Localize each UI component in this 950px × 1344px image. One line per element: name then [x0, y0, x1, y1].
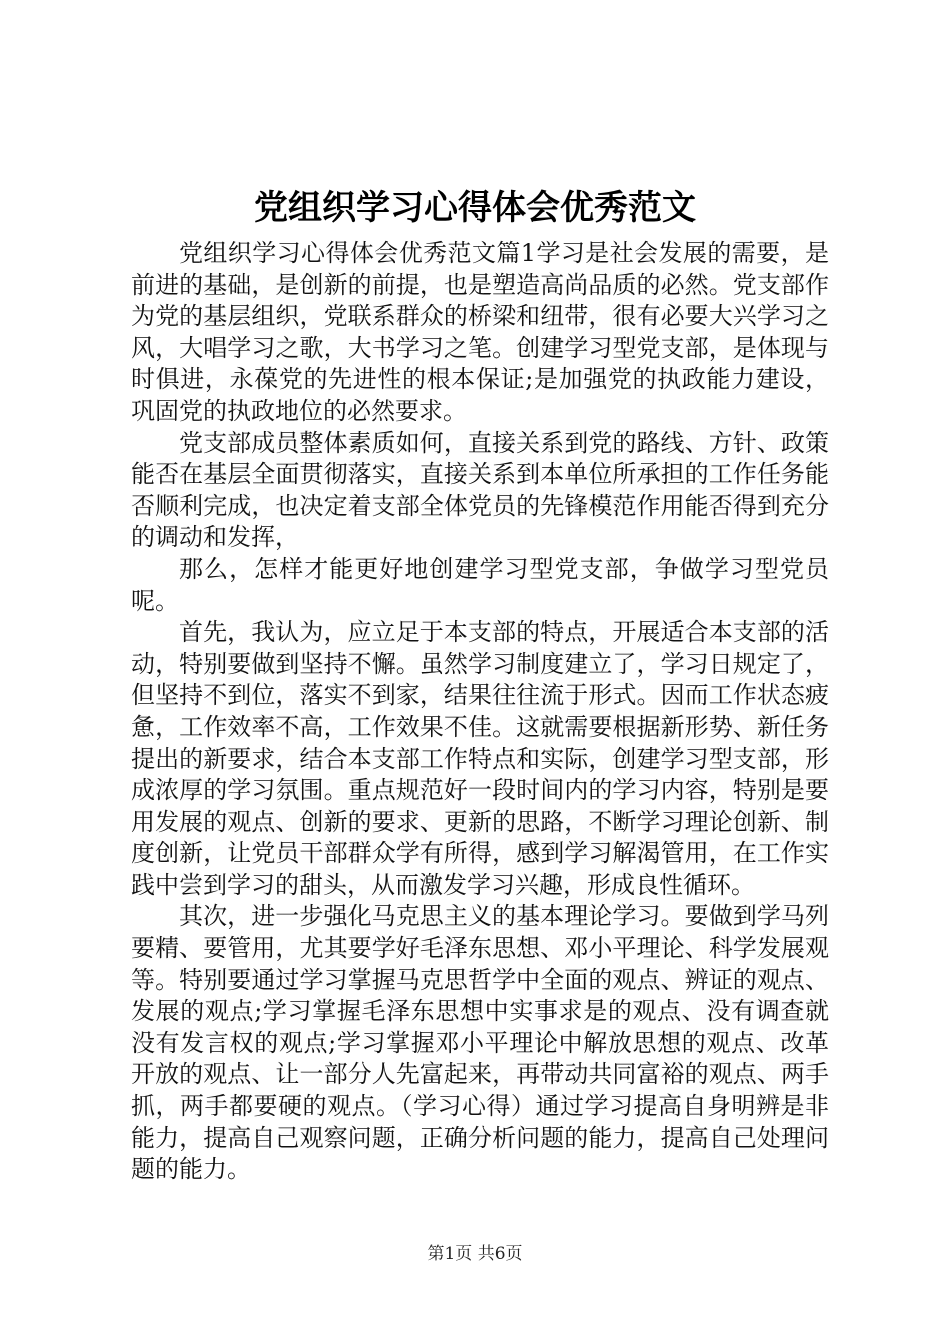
paragraph: 党支部成员整体素质如何，直接关系到党的路线、方针、政策能否在基层全面贯彻落实，直接关系到本单位所承担的工作任务能否顺利完成，也决定着支部全体党员的先锋模范作用能否得到充分的调动和发挥， — [131, 428, 829, 552]
document-body — [131, 238, 829, 1186]
paragraph: 其次，进一步强化马克思主义的基本理论学习。要做到学马列要精、要管用，尤其要学好毛泽东思想、邓小平理论、科学发展观等。特别要通过学习掌握马克思哲学中全面的观点、辨证的观点、发展的观点;学习掌握毛泽东思想中实事求是的观点、没有调查就没有发言权的观点;学习掌握邓小平理论中解放思想的观点、改革开放的观点、让一部分人先富起来，再带动共同富裕的观点、两手抓，两手都要硬的观点。（学习心得）通过学习提高自身明辨是非能力，提高自己观察问题，正确分析问题的能力，提高自己处理问题的能力。 — [131, 902, 829, 1184]
document-title: 党组织学习心得体会优秀范文 — [254, 188, 696, 228]
page-number-footer: 第1页 共6页 — [427, 1244, 523, 1264]
paragraph: 那么，怎样才能更好地创建学习型党支部，争做学习型党员呢。 — [131, 554, 829, 615]
paragraph: 首先，我认为，应立足于本支部的特点，开展适合本支部的活动，特别要做到坚持不懈。虽然学习制度建立了，学习日规定了，但坚持不到位，落实不到家，结果往往流于形式。因而工作状态疲惫，工作效率不高，工作效果不佳。这就需要根据新形势、新任务提出的新要求，结合本支部工作特点和实际，创建学习型支部，形成浓厚的学习氛围。重点规范好一段时间内的学习内容，特别是要用发展的观点、创新的要求、更新的思路，不断学习理论创新、制度创新，让党员干部群众学有所得，感到学习解渴管用，在工作实践中尝到学习的甜头，从而激发学习兴趣，形成良性循环。 — [131, 618, 829, 899]
paragraph: 党组织学习心得体会优秀范文篇1学习是社会发展的需要，是前进的基础，是创新的前提，也是塑造高尚品质的必然。党支部作为党的基层组织，党联系群众的桥梁和纽带，很有必要大兴学习之风，大唱学习之歌，大书学习之笔。创建学习型党支部，是体现与时俱进，永葆党的先进性的根本保证;是加强党的执政能力建设，巩固党的执政地位的必然要求。 — [131, 239, 829, 425]
